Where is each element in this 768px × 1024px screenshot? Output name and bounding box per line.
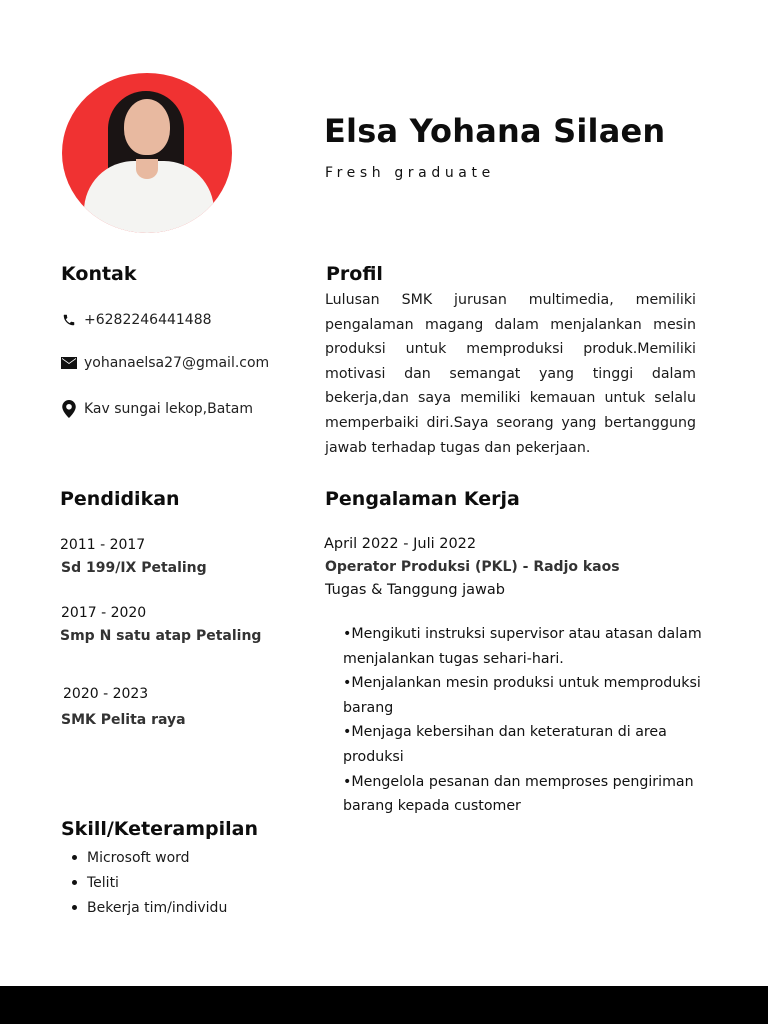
experience-heading: Pengalaman Kerja	[325, 488, 520, 510]
profile-heading: Profil	[326, 263, 383, 285]
location-icon	[60, 400, 78, 418]
skills-list	[72, 845, 227, 920]
education-school: SMK Pelita raya	[61, 712, 186, 728]
skills-heading: Skill/Keterampilan	[61, 818, 259, 840]
email-address: yohanaelsa27@gmail.com	[84, 355, 270, 371]
contact-email[interactable]	[60, 354, 269, 372]
person-role: Fresh graduate	[325, 165, 495, 181]
contact-address	[60, 400, 253, 418]
profile-photo	[62, 73, 232, 233]
address-text: Kav sungai lekop,Batam	[84, 401, 253, 417]
list-item: Teliti	[72, 870, 227, 895]
photo-face	[124, 99, 170, 155]
experience-title: Operator Produksi (PKL) - Radjo kaos	[325, 559, 620, 575]
photo-neck	[136, 159, 158, 179]
contact-phone[interactable]	[60, 311, 212, 329]
list-item: •Mengelola pesanan dan memproses pengiriman barang kepada customer	[343, 773, 694, 815]
profile-summary: Lulusan SMK jurusan multimedia, memiliki pengalaman magang dalam menjalankan mesin produksi untuk memproduksi produk.Memiliki motivasi dan semangat yang tinggi dalam bekerja,dan saya memiliki kemauan untuk selalu memperbaiki diri.Saya seorang yang bertanggung jawab terhadap tugas dan pekerjaan.	[325, 292, 696, 456]
person-name: Elsa Yohana Silaen	[324, 112, 666, 150]
mail-icon	[60, 354, 78, 372]
education-school: Smp N satu atap Petaling	[60, 628, 262, 644]
education-years: 2011 - 2017	[60, 537, 146, 553]
education-years: 2017 - 2020	[61, 605, 147, 621]
list-item: •Mengikuti instruksi supervisor atau atasan dalam menjalankan tugas sehari-hari.	[343, 626, 702, 667]
list-item: Bekerja tim/individu	[72, 895, 227, 920]
contact-heading: Kontak	[61, 263, 137, 285]
experience-subheading: Tugas & Tanggung jawab	[325, 582, 506, 598]
education-school: Sd 199/IX Petaling	[61, 560, 207, 576]
education-years: 2020 - 2023	[63, 686, 149, 702]
list-item: Microsoft word	[72, 845, 227, 870]
experience-date: April 2022 - Juli 2022	[324, 536, 477, 552]
education-heading: Pendidikan	[60, 488, 180, 510]
phone-number: +6282246441488	[84, 312, 212, 328]
phone-icon	[60, 311, 78, 329]
task-list	[343, 622, 703, 819]
list-item: •Menjalankan mesin produksi untuk memproduksi barang	[343, 675, 701, 716]
list-item: •Menjaga kebersihan dan keteraturan di area produksi	[343, 724, 667, 765]
footer-bar	[0, 986, 768, 1024]
